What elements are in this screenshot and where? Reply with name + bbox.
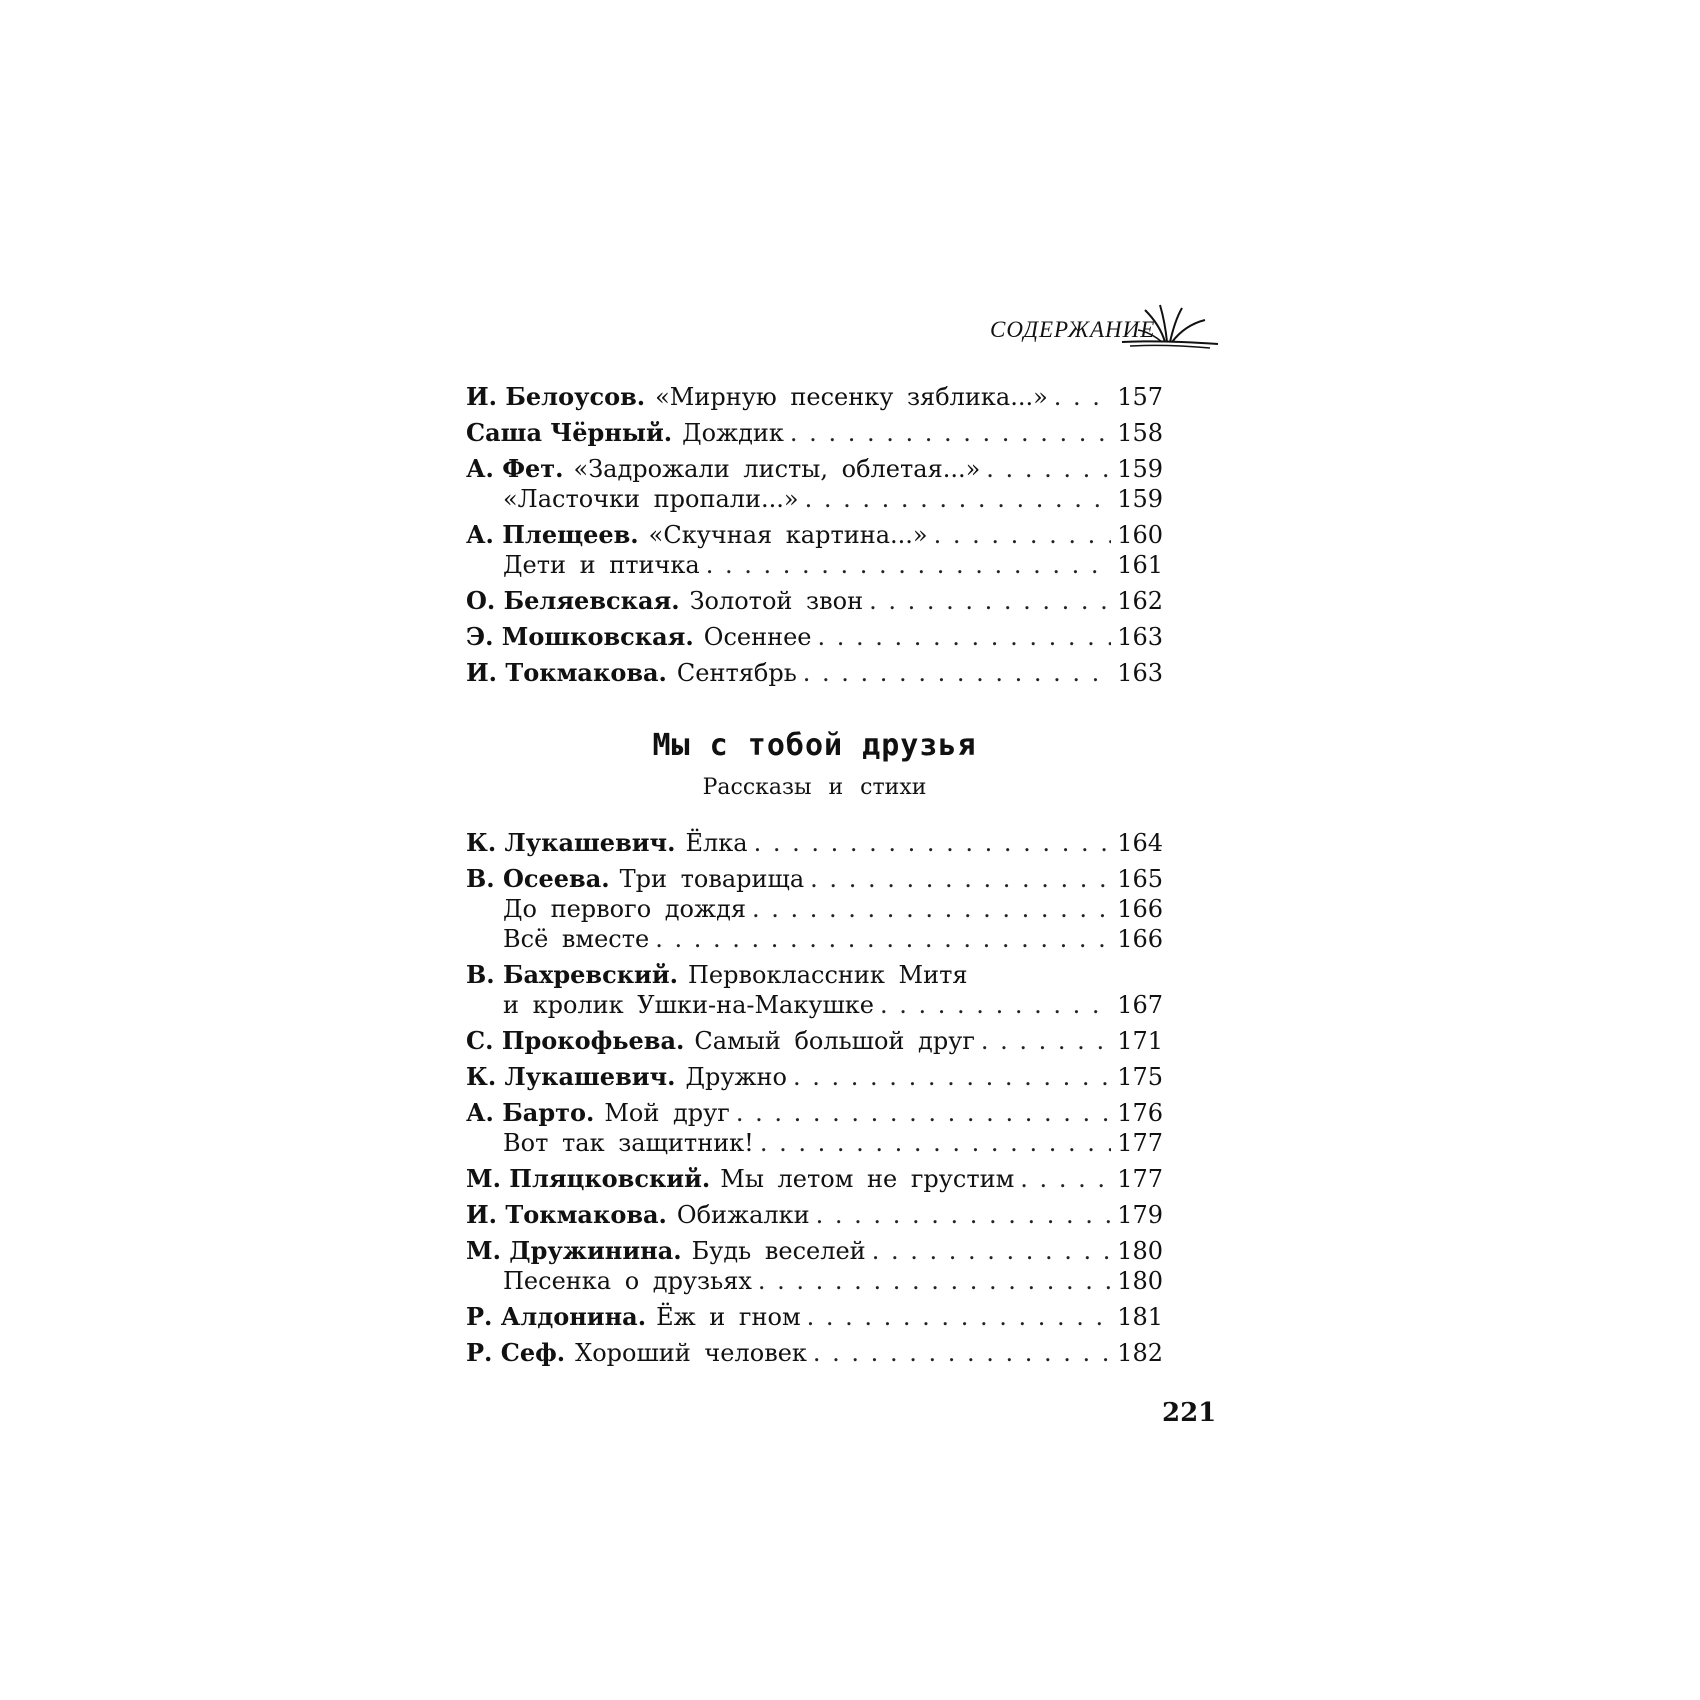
entry-author: В. Осеева. xyxy=(466,864,610,893)
entry-title: Дети и птичка xyxy=(503,551,700,579)
dot-leader xyxy=(880,990,1111,1020)
toc-entry[interactable] xyxy=(466,1200,1163,1230)
toc-list-section-1 xyxy=(466,382,1163,694)
entry-title: Осеннее xyxy=(703,623,812,651)
entry-title: Первоклассник Митя xyxy=(688,961,968,989)
toc-row xyxy=(466,1338,1163,1368)
dot-leader xyxy=(1020,1164,1111,1194)
toc-entry[interactable] xyxy=(466,622,1163,652)
toc-row xyxy=(466,658,1163,688)
toc-row xyxy=(466,960,1163,990)
entry-author: К. Лукашевич. xyxy=(466,1062,676,1091)
entry-title: «Задрожали листы, облетая...» xyxy=(573,455,981,483)
entry-author: И. Токмакова. xyxy=(466,658,667,687)
toc-row xyxy=(466,864,1163,894)
toc-entry[interactable] xyxy=(466,1236,1163,1296)
toc-entry[interactable] xyxy=(466,454,1163,514)
toc-row-continued xyxy=(466,924,1163,954)
toc-entry[interactable] xyxy=(466,1302,1163,1332)
entry-page: 171 xyxy=(1117,1027,1163,1055)
entry-title: Золотой звон xyxy=(689,587,864,615)
entry-page: 182 xyxy=(1117,1339,1163,1367)
toc-row xyxy=(466,520,1163,550)
dot-leader xyxy=(869,586,1111,616)
dot-leader xyxy=(752,894,1111,924)
entry-page: 165 xyxy=(1117,865,1163,893)
entry-title: Всё вместе xyxy=(503,925,650,953)
toc-entry[interactable] xyxy=(466,1026,1163,1056)
dot-leader xyxy=(706,550,1111,580)
dot-leader xyxy=(872,1236,1111,1266)
entry-author: О. Беляевская. xyxy=(466,586,680,615)
toc-entry[interactable] xyxy=(466,1098,1163,1158)
toc-row-continued xyxy=(466,894,1163,924)
toc-row xyxy=(466,1200,1163,1230)
entry-title: Три товарища xyxy=(619,865,805,893)
toc-row xyxy=(466,454,1163,484)
entry-page: 166 xyxy=(1117,925,1163,953)
toc-entry[interactable] xyxy=(466,658,1163,688)
toc-entry[interactable] xyxy=(466,960,1163,1020)
entry-title: Самый большой друг xyxy=(694,1027,975,1055)
entry-page: 177 xyxy=(1117,1129,1163,1157)
toc-row-continued xyxy=(466,1128,1163,1158)
entry-author: И. Токмакова. xyxy=(466,1200,667,1229)
entry-title: Песенка о друзьях xyxy=(503,1267,752,1295)
entry-title: Сентябрь xyxy=(676,659,797,687)
toc-entry[interactable] xyxy=(466,828,1163,858)
entry-author: И. Белоусов. xyxy=(466,382,646,411)
section-subheading: Рассказы и стихи xyxy=(702,775,927,800)
toc-row-continued xyxy=(466,484,1163,514)
toc-entry[interactable] xyxy=(466,864,1163,954)
toc-row xyxy=(466,1302,1163,1332)
dot-leader xyxy=(805,484,1111,514)
open-book-ornament-icon xyxy=(1120,300,1220,360)
toc-entry[interactable] xyxy=(466,382,1163,412)
dot-leader xyxy=(934,520,1111,550)
entry-author: К. Лукашевич. xyxy=(466,828,676,857)
entry-author: В. Бахревский. xyxy=(466,960,678,989)
toc-row xyxy=(466,418,1163,448)
entry-page: 180 xyxy=(1117,1237,1163,1265)
entry-page: 163 xyxy=(1117,659,1163,687)
entry-author: Р. Сеф. xyxy=(466,1338,566,1367)
entry-author: Саша Чёрный. xyxy=(466,418,673,447)
entry-page: 179 xyxy=(1117,1201,1163,1229)
entry-title: «Скучная картина...» xyxy=(648,521,928,549)
toc-row xyxy=(466,586,1163,616)
dot-leader xyxy=(986,454,1111,484)
entry-page: 159 xyxy=(1117,485,1163,513)
entry-page: 180 xyxy=(1117,1267,1163,1295)
dot-leader xyxy=(760,1128,1111,1158)
dot-leader xyxy=(817,622,1111,652)
dot-leader xyxy=(758,1266,1111,1296)
entry-page: 161 xyxy=(1117,551,1163,579)
entry-title: Ёлка xyxy=(685,829,748,857)
entry-page: 166 xyxy=(1117,895,1163,923)
entry-title: Обижалки xyxy=(676,1201,810,1229)
entry-title: Дружно xyxy=(685,1063,788,1091)
entry-author: Р. Алдонина. xyxy=(466,1302,647,1331)
toc-row xyxy=(466,1236,1163,1266)
entry-author: А. Барто. xyxy=(466,1098,595,1127)
entry-title: Будь веселей xyxy=(691,1237,866,1265)
toc-row-continued xyxy=(466,550,1163,580)
entry-title: Дождик xyxy=(682,419,784,447)
entry-page: 177 xyxy=(1117,1165,1163,1193)
entry-title: «Мирную песенку зяблика...» xyxy=(655,383,1048,411)
toc-entry[interactable] xyxy=(466,1338,1163,1368)
dot-leader xyxy=(655,924,1111,954)
dot-leader xyxy=(813,1338,1111,1368)
toc-entry[interactable] xyxy=(466,1164,1163,1194)
entry-author: А. Фет. xyxy=(466,454,564,483)
dot-leader xyxy=(816,1200,1111,1230)
toc-row-continued xyxy=(466,990,1163,1020)
toc-row xyxy=(466,382,1163,412)
toc-row xyxy=(466,1062,1163,1092)
dot-leader xyxy=(981,1026,1111,1056)
dot-leader xyxy=(736,1098,1111,1128)
running-head xyxy=(990,310,1290,370)
toc-entry[interactable] xyxy=(466,586,1163,616)
entry-author: С. Прокофьева. xyxy=(466,1026,685,1055)
toc-row xyxy=(466,622,1163,652)
entry-page: 164 xyxy=(1117,829,1163,857)
dot-leader xyxy=(803,658,1111,688)
toc-row xyxy=(466,1164,1163,1194)
entry-page: 160 xyxy=(1117,521,1163,549)
dot-leader xyxy=(807,1302,1111,1332)
entry-page: 162 xyxy=(1117,587,1163,615)
entry-page: 167 xyxy=(1117,991,1163,1019)
dot-leader xyxy=(754,828,1111,858)
entry-page: 176 xyxy=(1117,1099,1163,1127)
dot-leader xyxy=(1054,382,1111,412)
entry-page: 158 xyxy=(1117,419,1163,447)
entry-title: Ёж и гном xyxy=(656,1303,801,1331)
entry-page: 175 xyxy=(1117,1063,1163,1091)
entry-title: Мой друг xyxy=(604,1099,730,1127)
entry-title: Вот так защитник! xyxy=(503,1129,754,1157)
entry-title: До первого дождя xyxy=(503,895,746,923)
entry-title: Хороший человек xyxy=(575,1339,807,1367)
section-heading: Мы с тобой друзья xyxy=(652,728,977,763)
toc-list-section-2 xyxy=(466,828,1163,1374)
entry-title: Мы летом не грустим xyxy=(720,1165,1015,1193)
toc-row xyxy=(466,828,1163,858)
entry-title: «Ласточки пропали...» xyxy=(503,485,799,513)
dot-leader xyxy=(793,1062,1111,1092)
toc-row xyxy=(466,1098,1163,1128)
entry-author: А. Плещеев. xyxy=(466,520,639,549)
entry-author: М. Пляцковский. xyxy=(466,1164,711,1193)
toc-entry[interactable] xyxy=(466,1062,1163,1092)
running-head-title: СОДЕРЖАНИЕ xyxy=(990,317,1156,342)
entry-title: и кролик Ушки-на-Макушке xyxy=(503,991,875,1019)
dot-leader xyxy=(790,418,1111,448)
toc-entry[interactable] xyxy=(466,418,1163,448)
dot-leader xyxy=(810,864,1111,894)
toc-row xyxy=(466,1026,1163,1056)
entry-author: М. Дружинина. xyxy=(466,1236,682,1265)
page-number: 221 xyxy=(1162,1398,1217,1428)
toc-row-continued xyxy=(466,1266,1163,1296)
toc-entry[interactable] xyxy=(466,520,1163,580)
entry-page: 159 xyxy=(1117,455,1163,483)
entry-page: 181 xyxy=(1117,1303,1163,1331)
entry-page: 157 xyxy=(1117,383,1163,411)
entry-author: Э. Мошковская. xyxy=(466,622,694,651)
entry-page: 163 xyxy=(1117,623,1163,651)
